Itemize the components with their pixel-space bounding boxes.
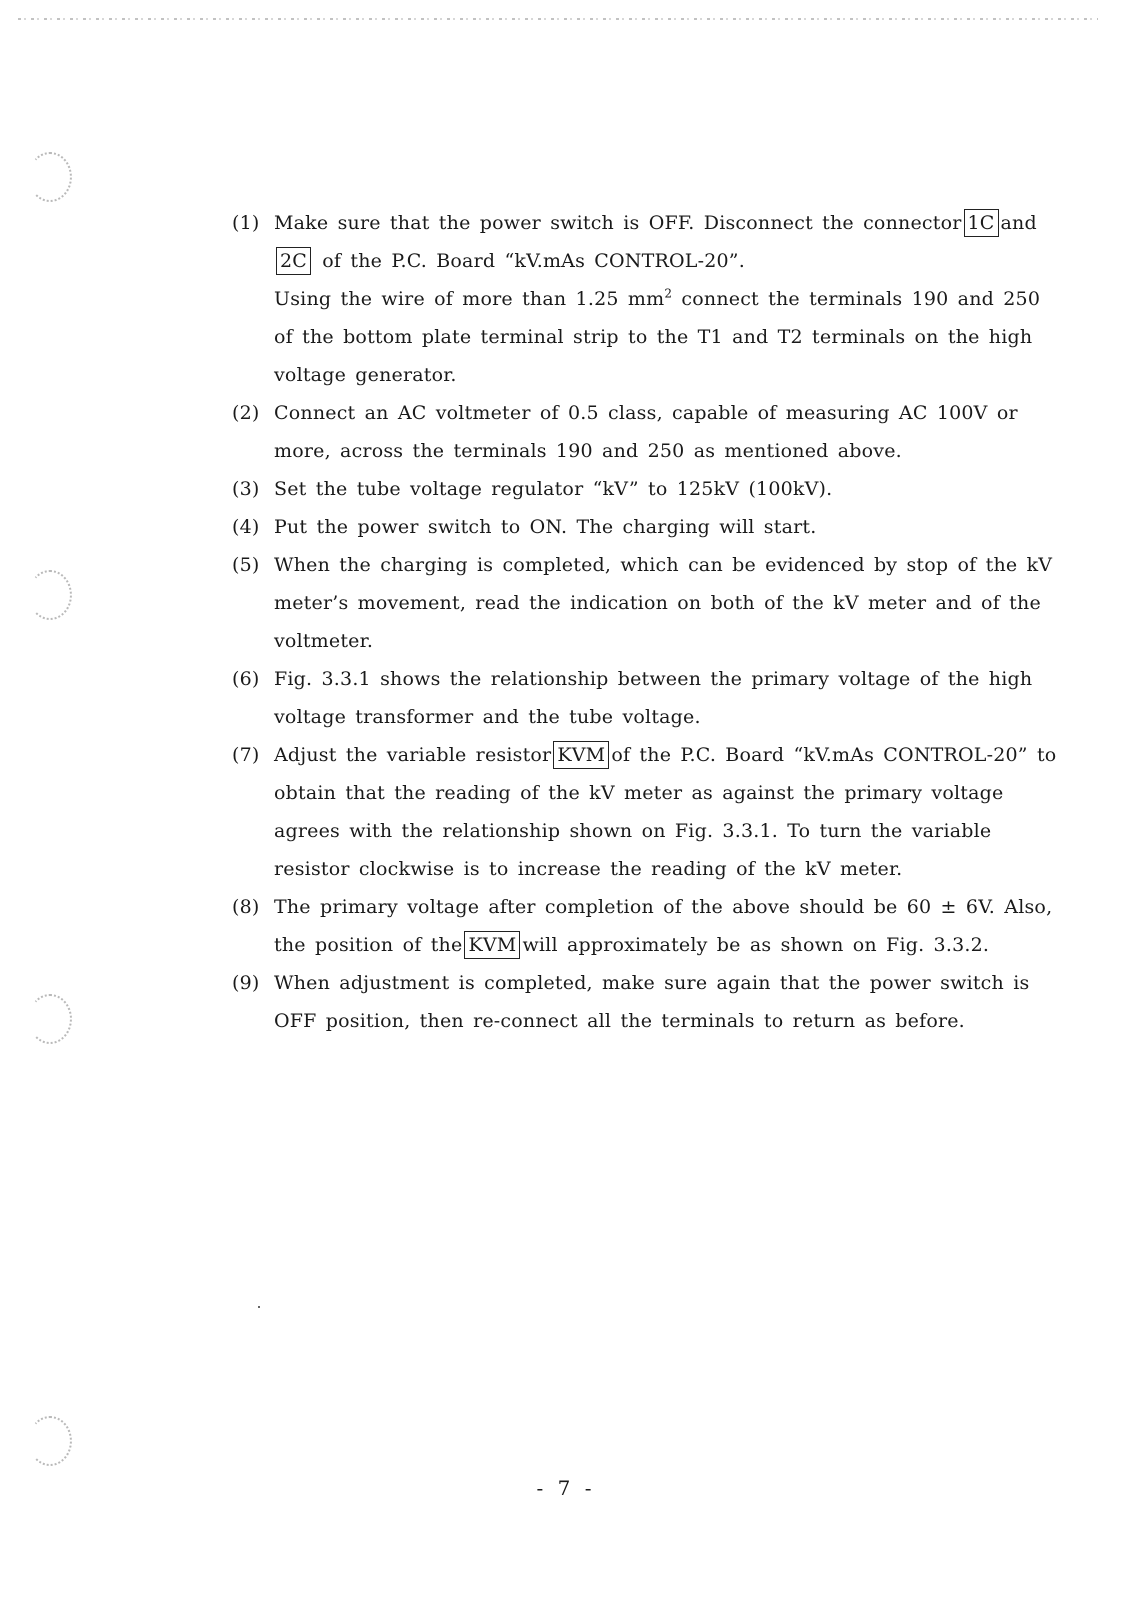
item-paragraph [274, 280, 1062, 394]
text-run: Using the wire of more than 1.25 mm [274, 288, 665, 310]
resistor-label-box: KVM [553, 741, 609, 769]
text-run: Adjust the variable resistor [274, 744, 552, 766]
list-item [232, 394, 1062, 470]
connector-label-box: 2C [276, 247, 311, 275]
item-text: When adjustment is completed, make sure again that the power switch is OFF position, then re-connect all the terminals to return as before. [274, 972, 1030, 1032]
text-run: The primary voltage after completion of the above should be 60 ± 6V. Also, the position of the [274, 896, 1053, 956]
item-number: (5) [232, 554, 260, 576]
list-item [232, 508, 1062, 546]
list-item [232, 964, 1062, 1040]
list-item [232, 204, 1062, 394]
item-number: (4) [232, 516, 260, 538]
text-run: and [1000, 212, 1037, 234]
item-text [274, 888, 1062, 964]
item-number: (1) [232, 212, 260, 234]
item-text [274, 204, 1062, 394]
item-number: (9) [232, 972, 260, 994]
item-number: (3) [232, 478, 260, 500]
list-item [232, 546, 1062, 660]
item-text: Connect an AC voltmeter of 0.5 class, capable of measuring AC 100V or more, across the terminals 190 and 250 as mentioned above. [274, 402, 1018, 462]
list-item [232, 888, 1062, 964]
superscript: 2 [664, 286, 673, 301]
text-run: of the P.C. Board “kV.mAs CONTROL-20”. [322, 250, 745, 272]
punch-hole-icon [28, 570, 72, 620]
text-run: of the P.C. Board “kV.mAs CONTROL-20” to obtain that the reading of the kV meter as against the primary voltage agrees with the relationship shown on Fig. 3.3.1. To turn the variable resistor clockwise is to increase the reading of the kV meter. [274, 744, 1057, 880]
list-item [232, 736, 1062, 888]
punch-hole-icon [28, 994, 72, 1044]
scan-edge-artifact [18, 18, 1098, 20]
list-item [232, 470, 1062, 508]
scan-speck [258, 1306, 260, 1308]
text-run: will approximately be as shown on Fig. 3.3.2. [522, 934, 990, 956]
item-number: (2) [232, 402, 260, 424]
punch-hole-icon [28, 152, 72, 202]
item-text [274, 736, 1062, 888]
page-number: - 7 - [536, 1476, 596, 1500]
item-number: (8) [232, 896, 260, 918]
list-item [232, 660, 1062, 736]
connector-label-box: 1C [964, 209, 999, 237]
instruction-list [232, 204, 1062, 1040]
item-text: When the charging is completed, which can be evidenced by stop of the kV meter’s movement, read the indication on both of the kV meter and of the voltmeter. [274, 554, 1053, 652]
punch-hole-icon [28, 1416, 72, 1466]
text-run: connect the terminals 190 and 250 of the bottom plate terminal strip to the T1 and T2 terminals on the high voltage generator. [274, 288, 1041, 386]
item-text: Set the tube voltage regulator “kV” to 125kV (100kV). [274, 478, 833, 500]
item-number: (6) [232, 668, 260, 690]
item-text: Put the power switch to ON. The charging will start. [274, 516, 817, 538]
text-run: Make sure that the power switch is OFF. Disconnect the connector [274, 212, 962, 234]
item-paragraph [274, 204, 1062, 280]
item-text: Fig. 3.3.1 shows the relationship between the primary voltage of the high voltage transformer and the tube voltage. [274, 668, 1033, 728]
item-number: (7) [232, 744, 260, 766]
resistor-label-box: KVM [464, 931, 520, 959]
